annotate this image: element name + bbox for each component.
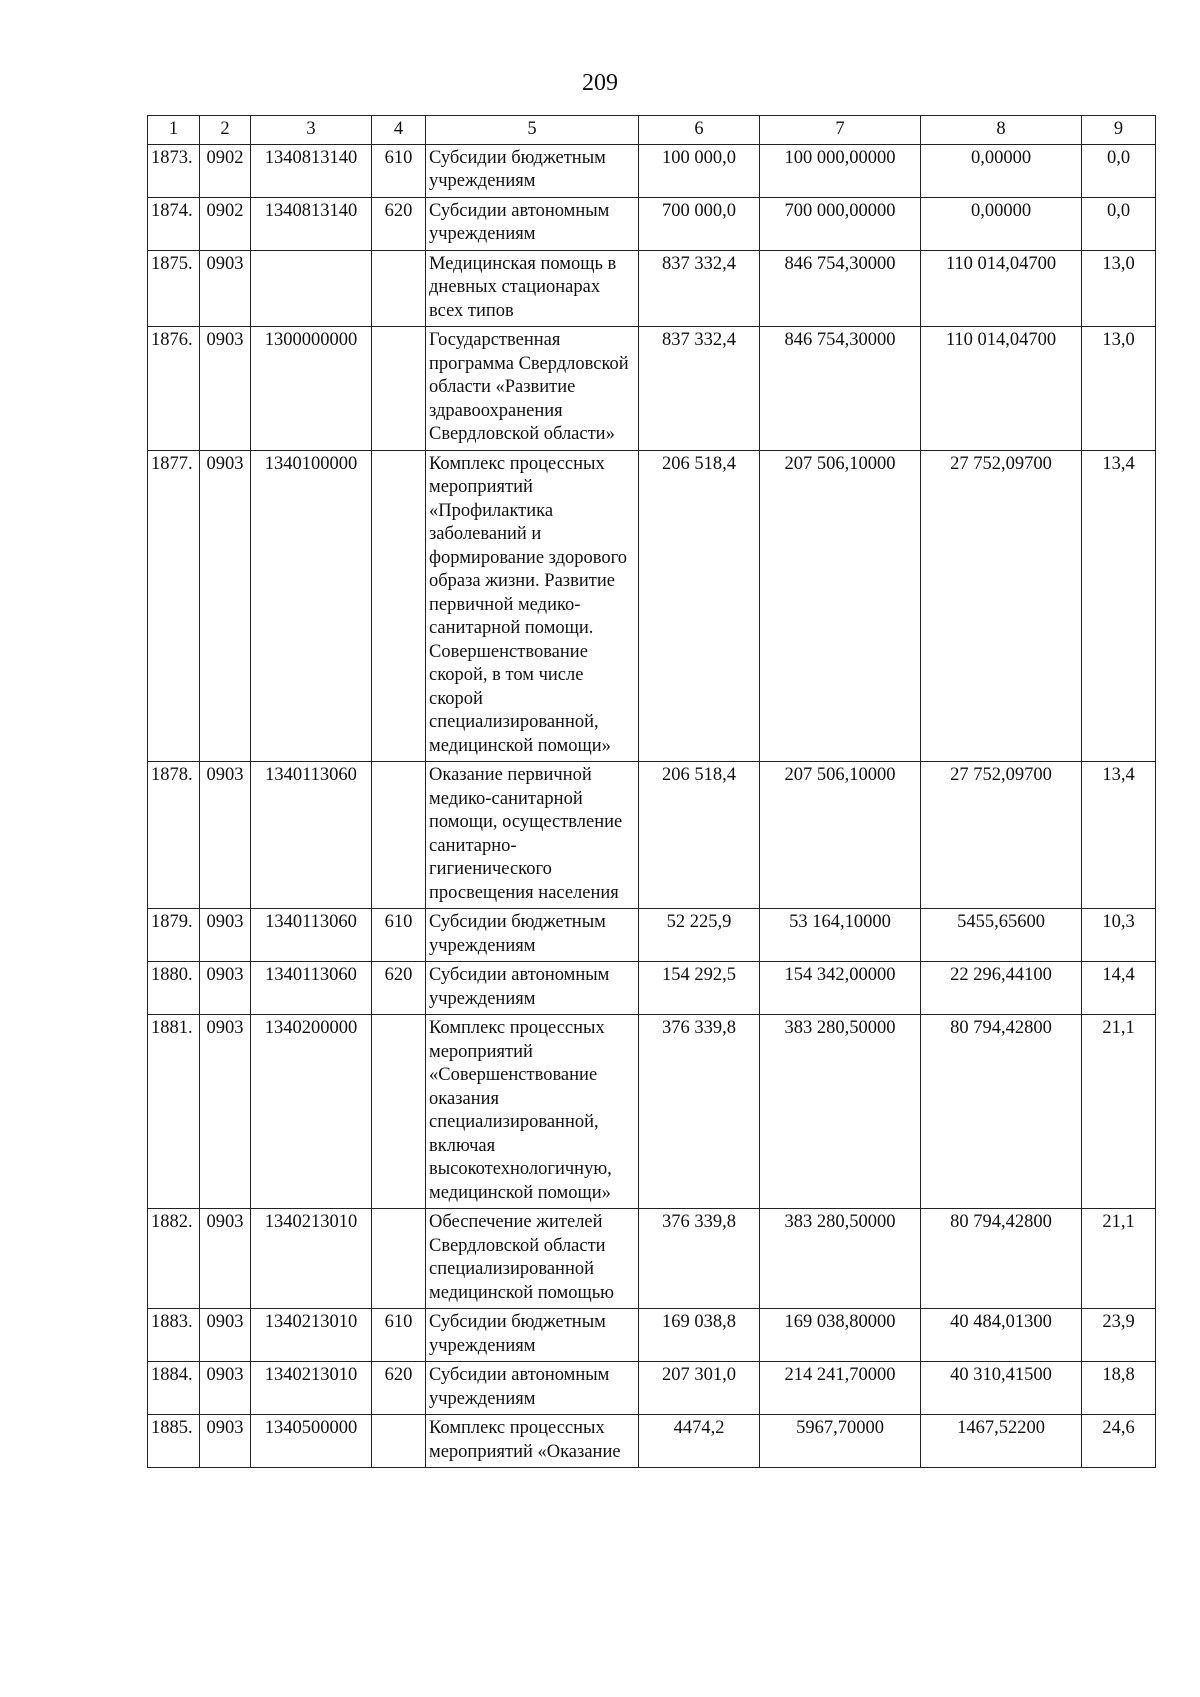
item-name: Субсидии автономным учреждениям [426,1362,639,1415]
value-col-6: 206 518,4 [639,762,760,909]
value-col-8: 40 484,01300 [921,1309,1082,1362]
table-row [148,1415,1156,1468]
section-code: 0903 [200,1362,251,1415]
value-col-7: 214 241,70000 [760,1362,921,1415]
section-code: 0903 [200,1209,251,1309]
row-number: 1878. [148,762,200,909]
row-number: 1885. [148,1415,200,1468]
expense-type-code [372,1415,426,1468]
value-col-6: 52 225,9 [639,909,760,962]
target-code: 1340500000 [251,1415,372,1468]
table-row [148,1015,1156,1209]
value-col-6: 169 038,8 [639,1309,760,1362]
value-col-6: 376 339,8 [639,1209,760,1309]
target-code: 1340813140 [251,197,372,250]
table-row [148,197,1156,250]
value-col-8: 27 752,09700 [921,450,1082,762]
table-row [148,450,1156,762]
expense-type-code [372,1015,426,1209]
table-row [148,144,1156,197]
value-col-7: 100 000,00000 [760,144,921,197]
value-col-7: 169 038,80000 [760,1309,921,1362]
expense-type-code: 610 [372,1309,426,1362]
target-code: 1300000000 [251,327,372,451]
item-name: Субсидии автономным учреждениям [426,962,639,1015]
section-code: 0903 [200,762,251,909]
item-name: Субсидии бюджетным учреждениям [426,1309,639,1362]
expense-type-code: 620 [372,1362,426,1415]
item-name: Комплекс процессных мероприятий «Профилактика заболеваний и формирование здорового образа жизни. Развитие первичной медико-санитарной помощи. Совершенствование скорой, в том числе скорой специализированной, медицинской помощи» [426,450,639,762]
value-col-6: 100 000,0 [639,144,760,197]
table-row [148,1362,1156,1415]
value-col-6: 154 292,5 [639,962,760,1015]
value-col-7: 383 280,50000 [760,1209,921,1309]
header-col-9: 9 [1082,116,1156,145]
value-col-7: 53 164,10000 [760,909,921,962]
value-col-8: 0,00000 [921,144,1082,197]
value-col-7: 5967,70000 [760,1415,921,1468]
table-row [148,327,1156,451]
target-code: 1340113060 [251,962,372,1015]
value-col-9: 21,1 [1082,1209,1156,1309]
value-col-9: 0,0 [1082,144,1156,197]
table-row [148,962,1156,1015]
expense-type-code [372,1209,426,1309]
row-number: 1875. [148,250,200,327]
value-col-9: 23,9 [1082,1309,1156,1362]
row-number: 1880. [148,962,200,1015]
value-col-9: 13,0 [1082,327,1156,451]
header-col-7: 7 [760,116,921,145]
header-col-8: 8 [921,116,1082,145]
value-col-8: 80 794,42800 [921,1015,1082,1209]
table-row [148,909,1156,962]
table-row [148,250,1156,327]
expense-type-code: 620 [372,962,426,1015]
item-name: Оказание первичной медико-санитарной помощи, осуществление санитарно-гигиенического просвещения населения [426,762,639,909]
value-col-6: 376 339,8 [639,1015,760,1209]
table-row [148,1309,1156,1362]
value-col-7: 207 506,10000 [760,450,921,762]
target-code [251,250,372,327]
target-code: 1340213010 [251,1309,372,1362]
value-col-7: 846 754,30000 [760,327,921,451]
row-number: 1876. [148,327,200,451]
header-col-6: 6 [639,116,760,145]
item-name: Медицинская помощь в дневных стационарах всех типов [426,250,639,327]
row-number: 1881. [148,1015,200,1209]
value-col-6: 700 000,0 [639,197,760,250]
value-col-8: 80 794,42800 [921,1209,1082,1309]
item-name: Субсидии бюджетным учреждениям [426,909,639,962]
value-col-6: 837 332,4 [639,250,760,327]
value-col-9: 13,0 [1082,250,1156,327]
header-col-2: 2 [200,116,251,145]
section-code: 0903 [200,1415,251,1468]
value-col-8: 1467,52200 [921,1415,1082,1468]
row-number: 1873. [148,144,200,197]
header-col-1: 1 [148,116,200,145]
item-name: Государственная программа Свердловской области «Развитие здравоохранения Свердловской области» [426,327,639,451]
expense-type-code [372,250,426,327]
page-number: 209 [582,70,618,96]
header-col-3: 3 [251,116,372,145]
value-col-9: 14,4 [1082,962,1156,1015]
value-col-9: 13,4 [1082,450,1156,762]
row-number: 1884. [148,1362,200,1415]
row-number: 1883. [148,1309,200,1362]
row-number: 1877. [148,450,200,762]
value-col-6: 206 518,4 [639,450,760,762]
value-col-9: 0,0 [1082,197,1156,250]
table-row [148,762,1156,909]
row-number: 1882. [148,1209,200,1309]
value-col-9: 13,4 [1082,762,1156,909]
value-col-8: 110 014,04700 [921,327,1082,451]
value-col-8: 0,00000 [921,197,1082,250]
value-col-6: 207 301,0 [639,1362,760,1415]
value-col-8: 5455,65600 [921,909,1082,962]
section-code: 0902 [200,144,251,197]
value-col-9: 21,1 [1082,1015,1156,1209]
item-name: Субсидии автономным учреждениям [426,197,639,250]
value-col-8: 40 310,41500 [921,1362,1082,1415]
section-code: 0903 [200,1015,251,1209]
expense-type-code: 620 [372,197,426,250]
expense-type-code: 610 [372,144,426,197]
expense-type-code: 610 [372,909,426,962]
value-col-7: 846 754,30000 [760,250,921,327]
expense-type-code [372,327,426,451]
row-number: 1874. [148,197,200,250]
value-col-9: 24,6 [1082,1415,1156,1468]
header-row [148,116,1156,145]
section-code: 0903 [200,1309,251,1362]
value-col-8: 27 752,09700 [921,762,1082,909]
value-col-7: 154 342,00000 [760,962,921,1015]
target-code: 1340100000 [251,450,372,762]
value-col-8: 110 014,04700 [921,250,1082,327]
value-col-9: 10,3 [1082,909,1156,962]
section-code: 0903 [200,909,251,962]
expense-type-code [372,762,426,909]
section-code: 0903 [200,250,251,327]
header-col-4: 4 [372,116,426,145]
value-col-7: 383 280,50000 [760,1015,921,1209]
section-code: 0903 [200,327,251,451]
expense-type-code [372,450,426,762]
item-name: Субсидии бюджетным учреждениям [426,144,639,197]
item-name: Комплекс процессных мероприятий «Совершенствование оказания специализированной, включая высокотехнологичную, медицинской помощи» [426,1015,639,1209]
target-code: 1340113060 [251,762,372,909]
value-col-7: 700 000,00000 [760,197,921,250]
item-name: Обеспечение жителей Свердловской области специализированной медицинской помощью [426,1209,639,1309]
target-code: 1340113060 [251,909,372,962]
value-col-8: 22 296,44100 [921,962,1082,1015]
item-name: Комплекс процессных мероприятий «Оказание [426,1415,639,1468]
budget-table [147,115,1156,1468]
row-number: 1879. [148,909,200,962]
value-col-7: 207 506,10000 [760,762,921,909]
table-row [148,1209,1156,1309]
target-code: 1340213010 [251,1362,372,1415]
value-col-9: 18,8 [1082,1362,1156,1415]
section-code: 0902 [200,197,251,250]
section-code: 0903 [200,450,251,762]
value-col-6: 837 332,4 [639,327,760,451]
header-col-5: 5 [426,116,639,145]
target-code: 1340213010 [251,1209,372,1309]
target-code: 1340813140 [251,144,372,197]
target-code: 1340200000 [251,1015,372,1209]
value-col-6: 4474,2 [639,1415,760,1468]
section-code: 0903 [200,962,251,1015]
